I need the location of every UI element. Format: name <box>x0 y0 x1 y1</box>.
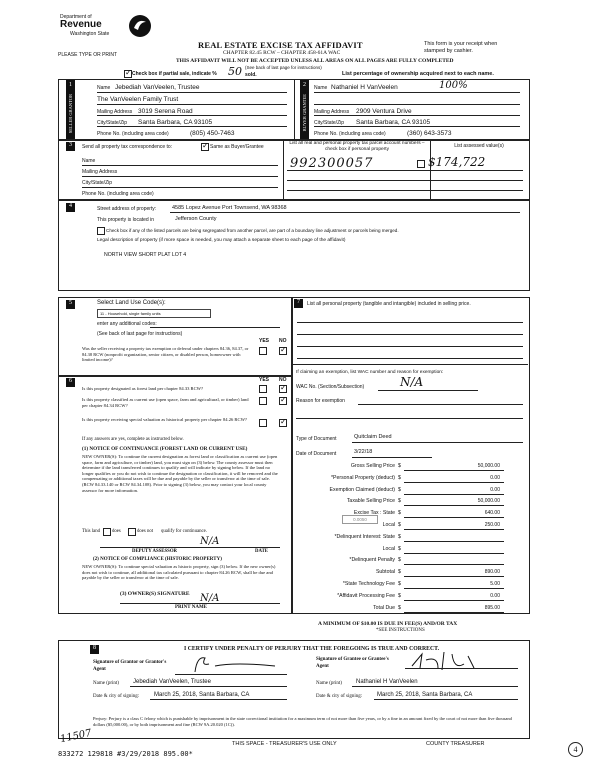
s6-yes: YES <box>259 377 270 383</box>
partial-sale-label: Check box if partial sale, indicate % <box>132 71 217 77</box>
tax-row-dollar: $ <box>398 534 401 540</box>
tax-row-dollar: $ <box>398 581 401 587</box>
seller-phone[interactable]: (805) 450-7463 <box>190 130 235 137</box>
tax-row-dollar: $ <box>398 569 401 575</box>
personal-property-checkbox[interactable] <box>417 160 425 168</box>
tax-row-dollar: $ <box>398 546 401 552</box>
street-label: Street address of property: <box>97 206 157 212</box>
buyer-name-line <box>314 92 520 93</box>
tax-row-dollar: $ <box>398 593 401 599</box>
dept-line2: Revenue <box>60 19 102 30</box>
print-name-line <box>120 603 280 604</box>
s3-city-label: City/State/Zip <box>82 180 113 186</box>
pp-line2 <box>297 334 523 335</box>
s3-name-line <box>82 165 278 166</box>
partial-sale-pct[interactable]: 50 <box>228 65 242 78</box>
doc-date-line <box>352 457 432 458</box>
wac-label: WAC No. (Section/Subsection) <box>296 384 365 390</box>
seller-phone-label: Phone No. (including area code) <box>97 131 169 137</box>
certify-statement: I CERTIFY UNDER PENALTY OF PERJURY THAT THE FOREGOING IS TRUE AND CORRECT. <box>184 646 440 652</box>
s6-q2-yes[interactable] <box>259 397 267 405</box>
s6-q4: If any answers are yes, complete as instructed below. <box>82 437 184 442</box>
section7-num: 7 <box>294 299 303 308</box>
notice1-text: NEW OWNER(S): To continue the current designation as forest land or classification as current use (open space, farm and agriculture, or timber) land, you must sign on (3) below. The county assessor must then determine if the land transferred continues to qualify and will indicate by signing below. If the land no longer qualifies or you do not wish to continue the designation or classification, it will be removed and the compensating or additional taxes will be due and payable by the seller or transferor at the time of sale. (RCW 84.33.140 or RCW 84.34.108). Prior to signing (3) below, you may contact your local county assessor for more information. <box>82 454 278 493</box>
same-as-buyer-label: Same as Buyer/Grantee <box>210 144 264 150</box>
tax-row-line <box>404 588 504 589</box>
reason-line2 <box>296 418 523 419</box>
s6-no: NO <box>279 377 287 383</box>
buyer-city-label: City/State/Zip <box>314 120 345 126</box>
receipt-note: This form is your receipt when stamped by cashier. <box>424 41 498 54</box>
s5-no: NO <box>279 338 287 344</box>
tax-row-line <box>404 576 504 577</box>
segregated-checkbox[interactable] <box>97 227 105 235</box>
pp-line4 <box>297 358 523 359</box>
grantee-name-label: Name (print) <box>316 681 342 686</box>
tax-row-dollar: $ <box>398 498 401 504</box>
land-does-label: This land <box>82 529 100 534</box>
parties-divider <box>294 79 295 140</box>
local-rate: 0.0050 <box>353 517 367 522</box>
treasurer-space: THIS SPACE - TREASURER'S USE ONLY <box>232 741 337 747</box>
seller-mailing[interactable]: 3019 Serena Road <box>138 108 193 115</box>
tax-row-label: *Delinquent Interest: State <box>334 534 395 540</box>
tax-row-label: *Affidavit Processing Fee <box>337 593 395 599</box>
owner-signature-label: (3) OWNER(S) SIGNATURE <box>120 591 190 597</box>
tax-row-line <box>404 529 504 530</box>
does-checkbox[interactable] <box>103 528 111 536</box>
section3-num: 3 <box>66 142 75 151</box>
assessed-value[interactable]: $174,722 <box>428 155 486 169</box>
land-use-value: 11 - Household, single family units <box>100 311 161 316</box>
reason-line <box>358 404 523 405</box>
stamp-number: 11507 <box>59 727 93 746</box>
see-instructions: *SEE INSTRUCTIONS <box>376 628 425 633</box>
tax-row-dollar: $ <box>398 522 401 528</box>
tax-row-line <box>404 553 504 554</box>
see-back-note: (See back of last page for instructions) <box>245 65 322 70</box>
assessor-na[interactable]: N/A <box>200 536 220 547</box>
buyer-phone[interactable]: (360) 643-3573 <box>407 130 452 137</box>
street-line <box>170 212 520 213</box>
partial-sale-checkbox[interactable] <box>124 70 132 78</box>
seller-tag-text: SELLER GRANTOR <box>68 94 73 134</box>
buyer-city[interactable]: Santa Barbara, CA 93105 <box>356 119 431 126</box>
seller-name1[interactable]: Jebediah VanVeelen, Trustee <box>115 84 200 91</box>
doc-date-label: Date of Document <box>296 451 337 457</box>
qualify-label: qualify for continuance. <box>161 529 207 534</box>
buyer-mailing-line <box>314 115 520 116</box>
tax-row-value[interactable]: 50,000.00 <box>477 498 500 504</box>
s5-yes-checkbox[interactable] <box>259 347 267 355</box>
county-value[interactable]: Jefferson County <box>175 216 217 222</box>
s3-city-line <box>82 187 278 188</box>
tax-row-dollar: $ <box>398 605 401 611</box>
assessor-date: DATE <box>255 549 268 554</box>
personal-property-label: List all personal property (tangible and intangible) included in selling price. <box>307 301 471 307</box>
tax-row-dollar: $ <box>398 510 401 516</box>
tax-row-label: Local <box>382 522 395 528</box>
page-number-circle <box>568 742 583 757</box>
tax-row-value[interactable]: 640.00 <box>484 510 500 516</box>
tax-row-value[interactable]: 50,000.00 <box>477 463 500 469</box>
grantee-sig-label: Signature of Grantee or Grantee's Agent <box>316 657 389 669</box>
additional-codes-line <box>150 327 280 328</box>
tax-row-label: Local <box>382 546 395 552</box>
tax-row-line <box>404 541 504 542</box>
buyer-phone-label: Phone No. (including area code) <box>314 131 386 137</box>
s3-mailing-label: Mailing Address <box>82 169 118 175</box>
parcel-line3 <box>287 190 523 191</box>
seller-mailing-label: Mailing Address <box>97 109 133 115</box>
print-name-na[interactable]: N/A <box>200 593 220 604</box>
buyer-tag-text: BUYER GRANTEE <box>302 94 307 132</box>
s6-q3: Is this property receiving special valuation as historical property per chapter 84.26 RCW? <box>82 417 247 422</box>
tax-row-label: *Personal Property (deduct) <box>330 475 395 481</box>
same-as-buyer-checkbox[interactable] <box>201 143 209 151</box>
seller-city-line <box>97 126 287 127</box>
s3-divider <box>283 139 284 199</box>
tax-row-value[interactable]: 0.00 <box>490 593 500 599</box>
s6-q3-no[interactable] <box>279 419 287 427</box>
grantor-date-label: Date & city of signing: <box>93 694 140 699</box>
seller-name-label: Name <box>97 85 111 91</box>
grantor-name-label: Name (print) <box>93 681 119 686</box>
grantee-date-line <box>374 699 518 700</box>
dor-swirl-icon <box>128 14 152 38</box>
section3-send-label: Send all property tax correspondence to: <box>82 144 173 150</box>
seller-mailing-line <box>97 115 287 116</box>
s6-q2-no[interactable] <box>279 397 287 405</box>
form-chapter: CHAPTER 82.45 RCW – CHAPTER 458-61A WAC <box>223 50 341 56</box>
receipt-line: 833272 129818 #3/29/2018 895.00* <box>58 750 193 758</box>
dept-line3: Washington State <box>70 31 110 37</box>
tax-row-value[interactable]: 5.00 <box>490 581 500 587</box>
buyer-mailing[interactable]: 2909 Ventura Drive <box>356 108 412 115</box>
partial-sold: sold. <box>245 72 257 78</box>
buyer-name-label: Name <box>314 85 328 91</box>
tax-row-line <box>404 470 504 471</box>
tax-row-value[interactable]: 0.00 <box>490 475 500 481</box>
deputy-assessor: DEPUTY ASSESSOR <box>132 549 178 554</box>
tax-row-line <box>404 482 504 483</box>
assessor-line <box>100 547 280 548</box>
section6-num: 6 <box>66 378 75 387</box>
does-not-checkbox[interactable] <box>128 528 136 536</box>
pp-line3 <box>297 346 523 347</box>
grantor-date-line <box>150 699 287 700</box>
s6-q3-yes[interactable] <box>259 419 267 427</box>
grantee-name-line <box>352 686 518 687</box>
minimum-due: A MINIMUM OF $10.00 IS DUE IN FEE(S) AND/OR TAX <box>318 621 458 627</box>
tax-row-value[interactable]: 895.00 <box>484 605 500 611</box>
county-treasurer: COUNTY TREASURER <box>426 741 485 747</box>
section5-num: 5 <box>66 300 75 309</box>
buyer-city-line <box>314 126 520 127</box>
perjury-notice: Perjury: Perjury is a class C felony which is punishable by imprisonment in the state correctional institution for a maximum term of not more than five years, or by a fine in an amount fixed by the court of not more than five thousand dollars ($5,000.00), or by both imprisonment and fine (RCW 9A.20.020 (1C)). <box>93 716 512 727</box>
seller-city[interactable]: Santa Barbara, CA 93105 <box>138 119 213 126</box>
tax-row-label: *State Technology Fee <box>342 581 395 587</box>
tax-row-line <box>404 612 504 613</box>
section4-num: 4 <box>66 203 75 212</box>
tax-row-value[interactable]: 0.00 <box>490 487 500 493</box>
tax-row-dollar: $ <box>398 487 401 493</box>
wac-value[interactable]: N/A <box>400 375 424 389</box>
s6-q1-yes[interactable] <box>259 385 267 393</box>
dept-line1: Department of <box>60 14 92 20</box>
tax-row-dollar: $ <box>398 475 401 481</box>
s6-q1: Is this property designated as forest land per chapter 84.33 RCW? <box>82 386 204 391</box>
s3-name-label: Name <box>82 158 96 164</box>
page-number: 4 <box>573 745 578 754</box>
seller-name2[interactable]: The VanVeelen Family Trust <box>97 96 179 103</box>
s5-no-checkbox[interactable] <box>279 347 287 355</box>
grantee-signature[interactable] <box>408 648 488 674</box>
tax-row-label: Total Due <box>373 605 395 611</box>
segregated-label: Check box if any of the listed parcels are being segregated from another parcel, are part of a boundary line adjustment or parcels being merged. <box>106 228 399 233</box>
tax-row-label: Gross Selling Price <box>350 463 395 469</box>
exemption-claim-label: If claiming an exemption, list WAC number and reason for exemption: <box>296 370 444 375</box>
s6-q2: Is this property classified as current use (open space, farm and agricultural, or timber) land per chapter 84.34 RCW? <box>82 397 249 408</box>
tax-row-label: Excise Tax : State <box>353 510 395 516</box>
land-use-select[interactable] <box>97 309 211 318</box>
does-not-label: does not <box>137 529 154 534</box>
ownership-note: List percentage of ownership acquired next to each name. <box>342 71 494 77</box>
grantor-name[interactable]: Jebediah VanVeelen, Trustee <box>133 679 211 685</box>
seller-name2-line <box>97 104 287 105</box>
does-label: does <box>112 529 121 534</box>
doc-date-value[interactable]: 3/22/18 <box>354 449 373 455</box>
s5-yes: YES <box>259 338 270 344</box>
legal-label: Legal description of property (if more space is needed, you may attach a separate sheet to each page of the affidavit) <box>97 238 346 243</box>
buyer-pct[interactable]: 100% <box>439 80 468 91</box>
doc-type-label: Type of Document <box>296 436 337 442</box>
buyer-mailing-label: Mailing Address <box>314 109 350 115</box>
assessed-header: List assessed value(s) <box>454 143 504 149</box>
notice1-title: (1) NOTICE OF CONTINUANCE (FOREST LAND OR CURRENT USE) <box>82 446 248 452</box>
parcel-line2 <box>287 180 523 181</box>
seller-name-line <box>97 92 287 93</box>
section7-divider <box>291 364 528 365</box>
buyer-name[interactable]: Nathaniel H VanVeelen <box>331 84 398 91</box>
tax-row-label: Exemption Claimed (deduct) <box>329 487 395 493</box>
reason-label: Reason for exemption <box>296 398 345 404</box>
local-rate-box <box>342 515 378 524</box>
buyer-tag <box>300 80 309 139</box>
parcel-line1 <box>287 170 523 171</box>
tax-row-line <box>404 564 504 565</box>
doc-type-value[interactable]: Quitclaim Deed <box>354 434 392 440</box>
tax-row-value[interactable]: 890.00 <box>484 569 500 575</box>
land-use-label: Select Land Use Code(s): <box>97 300 166 306</box>
street-value[interactable]: 4585 Lopez Avenue Port Townsend, WA 98368 <box>172 205 287 211</box>
s5-see-back: (See back of last page for instructions) <box>97 331 183 337</box>
form-title: REAL ESTATE EXCISE TAX AFFIDAVIT <box>198 40 363 50</box>
wac-line <box>378 390 478 391</box>
grantor-sig-label: Signature of Grantor or Grantor's Agent <box>93 660 167 672</box>
located-label: This property is located in <box>97 217 154 223</box>
form-warning: THIS AFFIDAVIT WILL NOT BE ACCEPTED UNLESS ALL AREAS ON ALL PAGES ARE FULLY COMPLETED <box>176 58 454 64</box>
tax-row-line <box>404 494 504 495</box>
legal-value[interactable]: NORTH VIEW SHORT PLAT LOT 4 <box>104 252 187 258</box>
grantee-sig-line <box>405 668 518 669</box>
please-type: PLEASE TYPE OR PRINT <box>58 52 118 58</box>
grantee-date-label: Date & city of signing: <box>316 694 363 699</box>
pp-line1 <box>297 322 523 323</box>
grantee-name[interactable]: Nathaniel H VanVeelen <box>356 679 418 685</box>
tax-row-line <box>404 505 504 506</box>
section8-num: 8 <box>90 645 99 654</box>
grantor-name-line <box>130 686 287 687</box>
s3-mailing-line <box>82 176 278 177</box>
seller-city-label: City/State/Zip <box>97 120 128 126</box>
print-name-label: PRINT NAME <box>175 605 207 610</box>
s3-phone-label: Phone No. (including area code) <box>82 191 154 197</box>
tax-row-line <box>404 517 504 518</box>
grantor-sig-line <box>175 674 287 675</box>
buyer-num: 2 <box>303 82 306 88</box>
seller-tag <box>66 80 75 139</box>
additional-codes-label: enter any additional codes: <box>97 321 157 327</box>
grantor-signature[interactable] <box>175 652 285 676</box>
dor-logo <box>60 14 156 44</box>
tax-row-label: Taxable Selling Price <box>346 498 395 504</box>
tax-row-dollar: $ <box>398 557 401 563</box>
exemption-question: Was the seller receiving a property tax exemption or deferral under chapters 84.36, 84.37, or 84.38 RCW (nonprofit organization, senior citizen, or disabled person, homeowner with limited income)? <box>82 346 249 362</box>
doc-type-line <box>352 442 523 443</box>
tax-row-label: Subtotal <box>375 569 395 575</box>
parcel-header: List all real and personal property tax parcel account numbers – check box if personal property <box>289 141 425 152</box>
tax-row-value[interactable]: 250.00 <box>484 522 500 528</box>
notice2-title: (2) NOTICE OF COMPLIANCE (HISTORIC PROPERTY) <box>93 557 222 562</box>
notice2-text: NEW OWNER(S): To continue special valuation as historic property, sign (3) below. If the new owner(s) does not wish to continue, all additional tax calculated pursuant to chapter 84.26 RCW, shall be due and payable by the seller or transferor at the time of sale. <box>82 564 276 581</box>
s6-q1-no[interactable] <box>279 385 287 393</box>
parcel-number[interactable]: 992300057 <box>290 156 374 171</box>
tax-row-dollar: $ <box>398 463 401 469</box>
buyer-name2-line <box>314 104 520 105</box>
grantee-date[interactable]: March 25, 2018, Santa Barbara, CA <box>377 692 473 698</box>
seller-num: 1 <box>69 82 72 88</box>
grantor-date[interactable]: March 25, 2018, Santa Barbara, CA <box>154 692 250 698</box>
tax-row-label: *Delinquent Penalty <box>349 557 395 563</box>
tax-row-line <box>404 600 504 601</box>
